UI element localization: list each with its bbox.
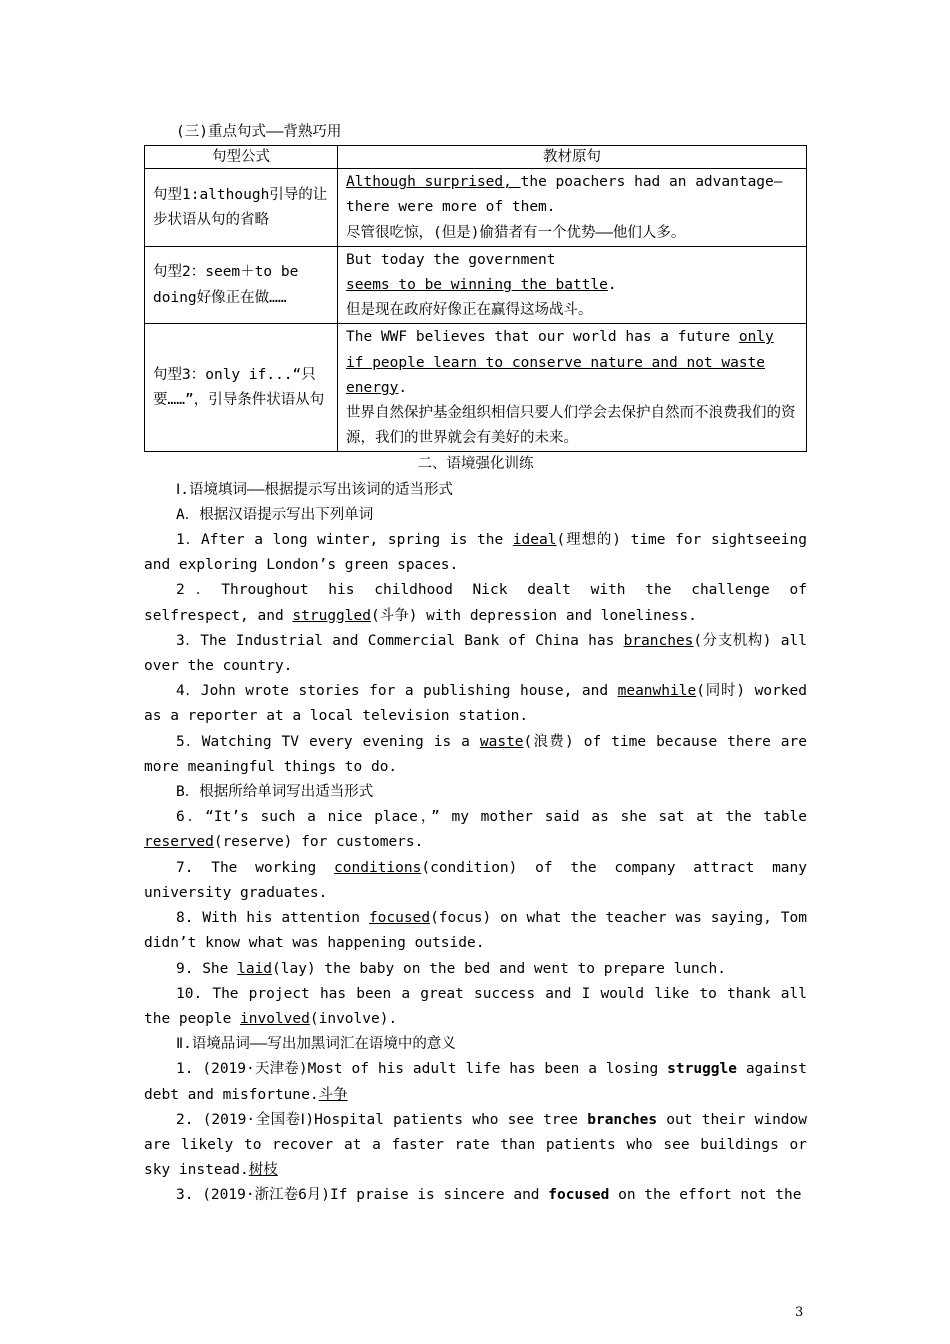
- item-text: (lay) the baby on the bed and went to prepare lunch.: [272, 960, 726, 977]
- en-post: the poachers had an advantage—there were more of them.: [346, 174, 783, 216]
- list-item: [144, 1183, 807, 1208]
- bold-word: focused: [548, 1187, 610, 1204]
- answer: 斗争: [318, 1086, 348, 1103]
- pattern-cell: 句型3：only if...“只要……”，引导条件状语从句: [145, 324, 338, 452]
- item-text: (involve).: [309, 1010, 398, 1027]
- part-B-list: [144, 805, 807, 1032]
- item-text: 8. With his attention: [176, 910, 369, 927]
- part-II-title: Ⅱ.语境品词——写出加黑词汇在语境中的意义: [176, 1036, 456, 1053]
- item-text: 3. (2019·浙江卷6月)If praise is sincere and: [176, 1187, 549, 1204]
- original-cell: [338, 246, 807, 324]
- list-item: [144, 578, 807, 628]
- item-text: (condition) of the company attract many university graduates.: [144, 859, 807, 901]
- answer: ideal: [512, 532, 557, 549]
- table-row: [145, 246, 807, 324]
- item-text: out their window are likely to recover at a faster rate than patients who see buildings or sky instead.: [144, 1111, 807, 1179]
- item-text: 1. (2019·天津卷)Most of his adult life has been a losing: [176, 1061, 668, 1078]
- cn-translation: 世界自然保护基金组织相信只要人们学会去保护自然而不浪费我们的资源，我们的世界就会有美好的未来。: [346, 405, 796, 447]
- list-item: [144, 730, 807, 780]
- list-item: [144, 679, 807, 729]
- table-row: [145, 324, 807, 452]
- en-pre: But today the government: [346, 251, 556, 268]
- answer: branches: [623, 632, 694, 649]
- part-A-list: [144, 528, 807, 780]
- item-text: 5．Watching TV every evening is a: [176, 733, 480, 750]
- item-text: (理想的) time for sightseeing and exploring London’s green spaces.: [144, 532, 807, 574]
- item-text: 9. She: [176, 960, 238, 977]
- list-item: [144, 982, 807, 1032]
- list-item: [144, 805, 807, 855]
- item-text: (浪费) of time because there are more meaningful things to do.: [144, 733, 807, 775]
- answer: reserved: [144, 834, 214, 851]
- answer: struggled: [292, 607, 371, 624]
- page-number: 3: [795, 1305, 804, 1320]
- list-item: [144, 906, 807, 956]
- answer: involved: [240, 1010, 310, 1027]
- list-item: [144, 528, 807, 578]
- item-text: 4．John wrote stories for a publishing house, and: [176, 683, 618, 700]
- item-text: (focus) on what the teacher was saying, Tom didn’t know what was happening outside.: [144, 910, 807, 952]
- item-text: 2．Throughout his childhood Nick dealt with the challenge of selfrespect, and: [144, 582, 807, 624]
- answer: waste: [479, 733, 524, 750]
- part-II-list: [144, 1057, 807, 1208]
- en-pre: The WWF believes that our world has a future: [346, 329, 739, 346]
- sentence-pattern-table: [144, 145, 807, 452]
- answer: 树枝: [248, 1162, 278, 1179]
- item-text: against debt and misfortune.: [144, 1061, 807, 1103]
- table-header-row: [145, 146, 807, 169]
- pattern-cell: 句型2：seem＋to be doing好像正在做……: [145, 246, 338, 324]
- bold-word: branches: [587, 1111, 658, 1128]
- document-page: [144, 120, 807, 1209]
- item-text: (斗争) with depression and loneliness.: [370, 607, 697, 624]
- en-underlined: seems to be winning the battle: [346, 277, 608, 294]
- item-text: (分支机构) all over the country.: [144, 632, 807, 675]
- item-text: 6．“It’s such a nice place，” my mother said as she sat at the table: [176, 809, 807, 826]
- answer: conditions: [334, 859, 422, 876]
- item-text: 2. (2019·全国卷Ⅰ)Hospital patients who see tree: [176, 1111, 588, 1128]
- part-I-title: Ⅰ.语境填词——根据提示写出该词的适当形式: [176, 481, 453, 498]
- item-text: on the effort not the: [609, 1187, 802, 1204]
- answer: focused: [368, 910, 431, 927]
- item-text: (reserve) for customers.: [213, 834, 424, 851]
- item-text: 1．After a long winter, spring is the: [176, 532, 513, 549]
- item-text: 3．The Industrial and Commercial Bank of China has: [176, 632, 624, 649]
- answer: laid: [237, 960, 273, 977]
- list-item: [144, 1057, 807, 1107]
- part2-title: 二、语境强化训练: [417, 456, 534, 473]
- item-text: (同时) worked as a reporter at a local television station.: [144, 683, 807, 725]
- en-post: .: [607, 277, 617, 294]
- original-cell: [338, 324, 807, 452]
- item-text: 10. The project has been a great success and I would like to thank all the people: [144, 985, 807, 1027]
- list-item: [144, 629, 807, 679]
- list-item: [144, 1108, 807, 1184]
- en-underlined: only if people learn to conserve nature and not waste energy: [346, 329, 774, 396]
- en-underlined: Although surprised,: [346, 174, 521, 191]
- part-B-title: B．根据所给单词写出适当形式: [176, 784, 374, 801]
- original-cell: [338, 169, 807, 247]
- part-A-title: A．根据汉语提示写出下列单词: [176, 506, 374, 523]
- list-item: [144, 957, 807, 982]
- header-original: 教材原句: [338, 146, 807, 169]
- answer: meanwhile: [617, 683, 697, 700]
- en-post: .: [398, 379, 408, 396]
- header-pattern: 句型公式: [145, 146, 338, 169]
- item-text: 7. The working: [176, 859, 335, 876]
- list-item: [144, 856, 807, 906]
- table-row: [145, 169, 807, 247]
- cn-translation: 尽管很吃惊，(但是)偷猎者有一个优势——他们人多。: [346, 224, 686, 241]
- cn-translation: 但是现在政府好像正在赢得这场战斗。: [346, 302, 593, 319]
- section-heading: (三)重点句式——背熟巧用: [176, 124, 342, 140]
- pattern-cell: 句型1:although引导的让步状语从句的省略: [145, 169, 338, 247]
- bold-word: struggle: [667, 1061, 737, 1078]
